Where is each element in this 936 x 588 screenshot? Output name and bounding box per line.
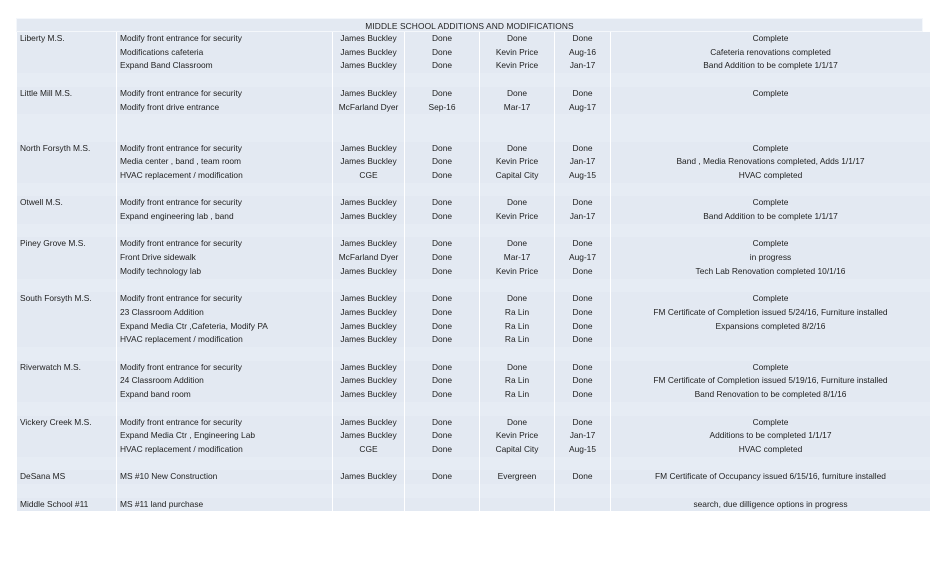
school-cell <box>17 251 116 265</box>
table-row <box>17 32 930 46</box>
table-row <box>17 484 930 498</box>
project-cell: Modify front entrance for security <box>117 416 332 430</box>
completion-cell <box>555 224 610 238</box>
completion-cell <box>555 347 610 361</box>
contractor-cell <box>480 224 554 238</box>
contractor-cell <box>480 279 554 293</box>
school-cell <box>17 169 116 183</box>
design-status-cell: Done <box>405 333 479 347</box>
school-cell <box>17 388 116 402</box>
design-status-cell <box>405 73 479 87</box>
status-notes-cell <box>611 73 930 87</box>
school-cell <box>17 73 116 87</box>
contractor-cell <box>480 128 554 142</box>
architect-cell: James Buckley <box>333 429 404 443</box>
table-row <box>17 251 930 265</box>
architect-cell <box>333 183 404 197</box>
completion-cell <box>555 128 610 142</box>
school-cell <box>17 306 116 320</box>
table-row <box>17 402 930 416</box>
status-notes-cell: Band Addition to be complete 1/1/17 <box>611 210 930 224</box>
completion-cell: Jan-17 <box>555 59 610 73</box>
completion-cell: Done <box>555 265 610 279</box>
architect-cell: McFarland Dyer <box>333 101 404 115</box>
contractor-cell <box>480 114 554 128</box>
completion-cell: Aug-15 <box>555 169 610 183</box>
completion-cell: Done <box>555 292 610 306</box>
status-notes-cell: Cafeteria renovations completed <box>611 46 930 60</box>
design-status-cell: Done <box>405 169 479 183</box>
contractor-cell <box>480 484 554 498</box>
status-notes-cell <box>611 484 930 498</box>
project-cell: MS #11 land purchase <box>117 498 332 512</box>
contractor-cell: Done <box>480 196 554 210</box>
architect-cell <box>333 484 404 498</box>
design-status-cell: Done <box>405 443 479 457</box>
school-cell: North Forsyth M.S. <box>17 142 116 156</box>
architect-cell <box>333 279 404 293</box>
completion-cell: Aug-16 <box>555 46 610 60</box>
table-row <box>17 320 930 334</box>
design-status-cell: Done <box>405 320 479 334</box>
completion-cell <box>555 498 610 512</box>
table-row <box>17 101 930 115</box>
school-cell <box>17 443 116 457</box>
table-row <box>17 347 930 361</box>
table-row <box>17 388 930 402</box>
school-cell <box>17 484 116 498</box>
architect-cell: James Buckley <box>333 388 404 402</box>
design-status-cell: Done <box>405 155 479 169</box>
contractor-cell: Kevin Price <box>480 265 554 279</box>
school-cell <box>17 155 116 169</box>
architect-cell: McFarland Dyer <box>333 251 404 265</box>
school-cell: Riverwatch M.S. <box>17 361 116 375</box>
completion-cell: Done <box>555 374 610 388</box>
contractor-cell <box>480 73 554 87</box>
contractor-cell: Done <box>480 32 554 46</box>
table-row <box>17 429 930 443</box>
design-status-cell: Done <box>405 59 479 73</box>
contractor-cell: Kevin Price <box>480 210 554 224</box>
table-row <box>17 73 930 87</box>
table-row <box>17 498 930 512</box>
table-row <box>17 361 930 375</box>
project-cell: Modify front entrance for security <box>117 196 332 210</box>
status-notes-cell <box>611 114 930 128</box>
design-status-cell: Done <box>405 87 479 101</box>
table-row <box>17 142 930 156</box>
project-cell <box>117 457 332 471</box>
school-cell <box>17 101 116 115</box>
completion-cell: Done <box>555 306 610 320</box>
table-row <box>17 292 930 306</box>
architect-cell <box>333 114 404 128</box>
completion-cell: Done <box>555 416 610 430</box>
project-cell <box>117 224 332 238</box>
contractor-cell <box>480 402 554 416</box>
table-row <box>17 333 930 347</box>
architect-cell <box>333 498 404 512</box>
spreadsheet <box>16 18 923 511</box>
architect-cell: James Buckley <box>333 361 404 375</box>
architect-cell: James Buckley <box>333 46 404 60</box>
school-cell <box>17 210 116 224</box>
architect-cell: James Buckley <box>333 87 404 101</box>
completion-cell: Aug-17 <box>555 101 610 115</box>
completion-cell: Done <box>555 142 610 156</box>
project-cell: Modify technology lab <box>117 265 332 279</box>
status-notes-cell <box>611 347 930 361</box>
architect-cell: James Buckley <box>333 32 404 46</box>
status-notes-cell: Complete <box>611 361 930 375</box>
status-notes-cell: Band Renovation to be completed 8/1/16 <box>611 388 930 402</box>
status-notes-cell: Complete <box>611 416 930 430</box>
architect-cell: James Buckley <box>333 306 404 320</box>
completion-cell: Aug-15 <box>555 443 610 457</box>
completion-cell: Done <box>555 237 610 251</box>
project-cell: Modify front entrance for security <box>117 142 332 156</box>
completion-cell: Done <box>555 470 610 484</box>
design-status-cell <box>405 457 479 471</box>
completion-cell: Jan-17 <box>555 155 610 169</box>
architect-cell: James Buckley <box>333 155 404 169</box>
contractor-cell: Kevin Price <box>480 46 554 60</box>
contractor-cell: Kevin Price <box>480 59 554 73</box>
contractor-cell: Ra Lin <box>480 374 554 388</box>
table-row <box>17 457 930 471</box>
completion-cell: Jan-17 <box>555 429 610 443</box>
table-row <box>17 224 930 238</box>
school-cell: DeSana MS <box>17 470 116 484</box>
status-notes-cell <box>611 128 930 142</box>
design-status-cell <box>405 128 479 142</box>
contractor-cell: Done <box>480 361 554 375</box>
school-cell <box>17 347 116 361</box>
project-cell: Modify front entrance for security <box>117 292 332 306</box>
contractor-cell <box>480 183 554 197</box>
school-cell <box>17 46 116 60</box>
contractor-cell: Capital City <box>480 443 554 457</box>
table-row <box>17 46 930 60</box>
project-cell: 24 Classroom Addition <box>117 374 332 388</box>
status-notes-cell <box>611 101 930 115</box>
status-notes-cell: Complete <box>611 196 930 210</box>
status-notes-cell: HVAC completed <box>611 169 930 183</box>
completion-cell: Done <box>555 333 610 347</box>
completion-cell <box>555 484 610 498</box>
school-cell: South Forsyth M.S. <box>17 292 116 306</box>
school-cell <box>17 429 116 443</box>
design-status-cell: Done <box>405 416 479 430</box>
design-status-cell <box>405 484 479 498</box>
design-status-cell: Done <box>405 265 479 279</box>
design-status-cell: Done <box>405 46 479 60</box>
design-status-cell: Done <box>405 251 479 265</box>
status-notes-cell <box>611 402 930 416</box>
contractor-cell: Done <box>480 142 554 156</box>
status-notes-cell: HVAC completed <box>611 443 930 457</box>
completion-cell: Done <box>555 196 610 210</box>
design-status-cell: Done <box>405 237 479 251</box>
architect-cell: James Buckley <box>333 333 404 347</box>
school-cell <box>17 374 116 388</box>
table-row <box>17 59 930 73</box>
status-notes-cell <box>611 457 930 471</box>
project-cell <box>117 402 332 416</box>
table-row <box>17 443 930 457</box>
architect-cell <box>333 402 404 416</box>
architect-cell <box>333 73 404 87</box>
status-notes-cell: Band , Media Renovations completed, Adds 1/1/17 <box>611 155 930 169</box>
completion-cell <box>555 183 610 197</box>
architect-cell: James Buckley <box>333 59 404 73</box>
contractor-cell: Mar-17 <box>480 251 554 265</box>
contractor-cell: Done <box>480 87 554 101</box>
school-cell <box>17 114 116 128</box>
completion-cell <box>555 279 610 293</box>
school-cell: Otwell M.S. <box>17 196 116 210</box>
school-cell: Piney Grove M.S. <box>17 237 116 251</box>
design-status-cell: Done <box>405 429 479 443</box>
status-notes-cell <box>611 224 930 238</box>
completion-cell <box>555 402 610 416</box>
project-cell: Modify front drive entrance <box>117 101 332 115</box>
table-row <box>17 183 930 197</box>
completion-cell: Done <box>555 361 610 375</box>
schedule-table <box>16 32 931 511</box>
status-notes-cell: Complete <box>611 142 930 156</box>
contractor-cell: Done <box>480 237 554 251</box>
table-row <box>17 155 930 169</box>
design-status-cell: Done <box>405 32 479 46</box>
status-notes-cell: Expansions completed 8/2/16 <box>611 320 930 334</box>
status-notes-cell: Complete <box>611 292 930 306</box>
table-row <box>17 196 930 210</box>
architect-cell: James Buckley <box>333 142 404 156</box>
status-notes-cell: Complete <box>611 32 930 46</box>
project-cell <box>117 484 332 498</box>
table-row <box>17 210 930 224</box>
table-row <box>17 374 930 388</box>
design-status-cell <box>405 402 479 416</box>
design-status-cell <box>405 224 479 238</box>
school-cell: Liberty M.S. <box>17 32 116 46</box>
architect-cell: James Buckley <box>333 210 404 224</box>
contractor-cell: Kevin Price <box>480 155 554 169</box>
project-cell: Front Drive sidewalk <box>117 251 332 265</box>
school-cell <box>17 224 116 238</box>
project-cell <box>117 279 332 293</box>
design-status-cell <box>405 114 479 128</box>
project-cell: Modify front entrance for security <box>117 87 332 101</box>
completion-cell: Done <box>555 87 610 101</box>
school-cell <box>17 320 116 334</box>
table-row <box>17 306 930 320</box>
status-notes-cell: FM Certificate of Completion issued 5/19/16, Furniture installed <box>611 374 930 388</box>
project-cell: Expand Media Ctr ,Cafeteria, Modify PA <box>117 320 332 334</box>
design-status-cell <box>405 347 479 361</box>
contractor-cell: Evergreen <box>480 470 554 484</box>
project-cell <box>117 114 332 128</box>
table-row <box>17 87 930 101</box>
school-cell <box>17 457 116 471</box>
table-row <box>17 279 930 293</box>
table-row <box>17 114 930 128</box>
table-row <box>17 237 930 251</box>
project-cell: Modifications cafeteria <box>117 46 332 60</box>
design-status-cell: Done <box>405 374 479 388</box>
school-cell <box>17 183 116 197</box>
architect-cell: CGE <box>333 169 404 183</box>
contractor-cell <box>480 457 554 471</box>
architect-cell: James Buckley <box>333 237 404 251</box>
project-cell: Expand engineering lab , band <box>117 210 332 224</box>
completion-cell: Done <box>555 388 610 402</box>
architect-cell <box>333 224 404 238</box>
completion-cell <box>555 457 610 471</box>
status-notes-cell: Additions to be completed 1/1/17 <box>611 429 930 443</box>
status-notes-cell <box>611 279 930 293</box>
design-status-cell: Sep-16 <box>405 101 479 115</box>
school-cell <box>17 128 116 142</box>
school-cell <box>17 279 116 293</box>
status-notes-cell: FM Certificate of Completion issued 5/24/16, Furniture installed <box>611 306 930 320</box>
project-cell: HVAC replacement / modification <box>117 443 332 457</box>
architect-cell <box>333 347 404 361</box>
project-cell: MS #10 New Construction <box>117 470 332 484</box>
school-cell <box>17 333 116 347</box>
project-cell <box>117 128 332 142</box>
table-row <box>17 128 930 142</box>
project-cell <box>117 73 332 87</box>
design-status-cell: Done <box>405 306 479 320</box>
contractor-cell: Ra Lin <box>480 320 554 334</box>
contractor-cell: Capital City <box>480 169 554 183</box>
architect-cell: James Buckley <box>333 374 404 388</box>
status-notes-cell: search, due dilligence options in progress <box>611 498 930 512</box>
project-cell: 23 Classroom Addition <box>117 306 332 320</box>
architect-cell: James Buckley <box>333 320 404 334</box>
project-cell: Expand Band Classroom <box>117 59 332 73</box>
table-row <box>17 470 930 484</box>
completion-cell: Done <box>555 320 610 334</box>
design-status-cell: Done <box>405 388 479 402</box>
school-cell: Little Mill M.S. <box>17 87 116 101</box>
status-notes-cell: in progress <box>611 251 930 265</box>
architect-cell <box>333 457 404 471</box>
design-status-cell: Done <box>405 196 479 210</box>
status-notes-cell: Complete <box>611 237 930 251</box>
project-cell: HVAC replacement / modification <box>117 333 332 347</box>
project-cell: Media center , band , team room <box>117 155 332 169</box>
contractor-cell: Ra Lin <box>480 306 554 320</box>
project-cell <box>117 347 332 361</box>
contractor-cell: Ra Lin <box>480 333 554 347</box>
project-cell: HVAC replacement / modification <box>117 169 332 183</box>
status-notes-cell: Tech Lab Renovation completed 10/1/16 <box>611 265 930 279</box>
contractor-cell <box>480 498 554 512</box>
contractor-cell: Mar-17 <box>480 101 554 115</box>
sheet-title: MIDDLE SCHOOL ADDITIONS AND MODIFICATIONS <box>16 18 923 32</box>
design-status-cell <box>405 498 479 512</box>
design-status-cell <box>405 183 479 197</box>
contractor-cell: Ra Lin <box>480 388 554 402</box>
design-status-cell: Done <box>405 470 479 484</box>
status-notes-cell <box>611 183 930 197</box>
contractor-cell: Kevin Price <box>480 429 554 443</box>
contractor-cell <box>480 347 554 361</box>
table-row <box>17 169 930 183</box>
school-cell <box>17 59 116 73</box>
project-cell: Modify front entrance for security <box>117 32 332 46</box>
project-cell: Modify front entrance for security <box>117 237 332 251</box>
project-cell: Expand band room <box>117 388 332 402</box>
completion-cell <box>555 73 610 87</box>
table-row <box>17 265 930 279</box>
architect-cell: James Buckley <box>333 416 404 430</box>
design-status-cell: Done <box>405 361 479 375</box>
project-cell <box>117 183 332 197</box>
architect-cell: James Buckley <box>333 196 404 210</box>
architect-cell: James Buckley <box>333 292 404 306</box>
architect-cell: James Buckley <box>333 265 404 279</box>
design-status-cell: Done <box>405 210 479 224</box>
school-cell: Middle School #11 <box>17 498 116 512</box>
project-cell: Expand Media Ctr , Engineering Lab <box>117 429 332 443</box>
design-status-cell: Done <box>405 292 479 306</box>
status-notes-cell: Band Addition to be complete 1/1/17 <box>611 59 930 73</box>
design-status-cell <box>405 279 479 293</box>
architect-cell: James Buckley <box>333 470 404 484</box>
school-cell <box>17 402 116 416</box>
completion-cell <box>555 114 610 128</box>
architect-cell <box>333 128 404 142</box>
table-row <box>17 416 930 430</box>
school-cell <box>17 265 116 279</box>
status-notes-cell: Complete <box>611 87 930 101</box>
design-status-cell: Done <box>405 142 479 156</box>
completion-cell: Jan-17 <box>555 210 610 224</box>
status-notes-cell <box>611 333 930 347</box>
architect-cell: CGE <box>333 443 404 457</box>
completion-cell: Aug-17 <box>555 251 610 265</box>
status-notes-cell: FM Certificate of Occupancy issued 6/15/16, furniture installed <box>611 470 930 484</box>
completion-cell: Done <box>555 32 610 46</box>
project-cell: Modify front entrance for security <box>117 361 332 375</box>
contractor-cell: Done <box>480 292 554 306</box>
contractor-cell: Done <box>480 416 554 430</box>
school-cell: Vickery Creek M.S. <box>17 416 116 430</box>
